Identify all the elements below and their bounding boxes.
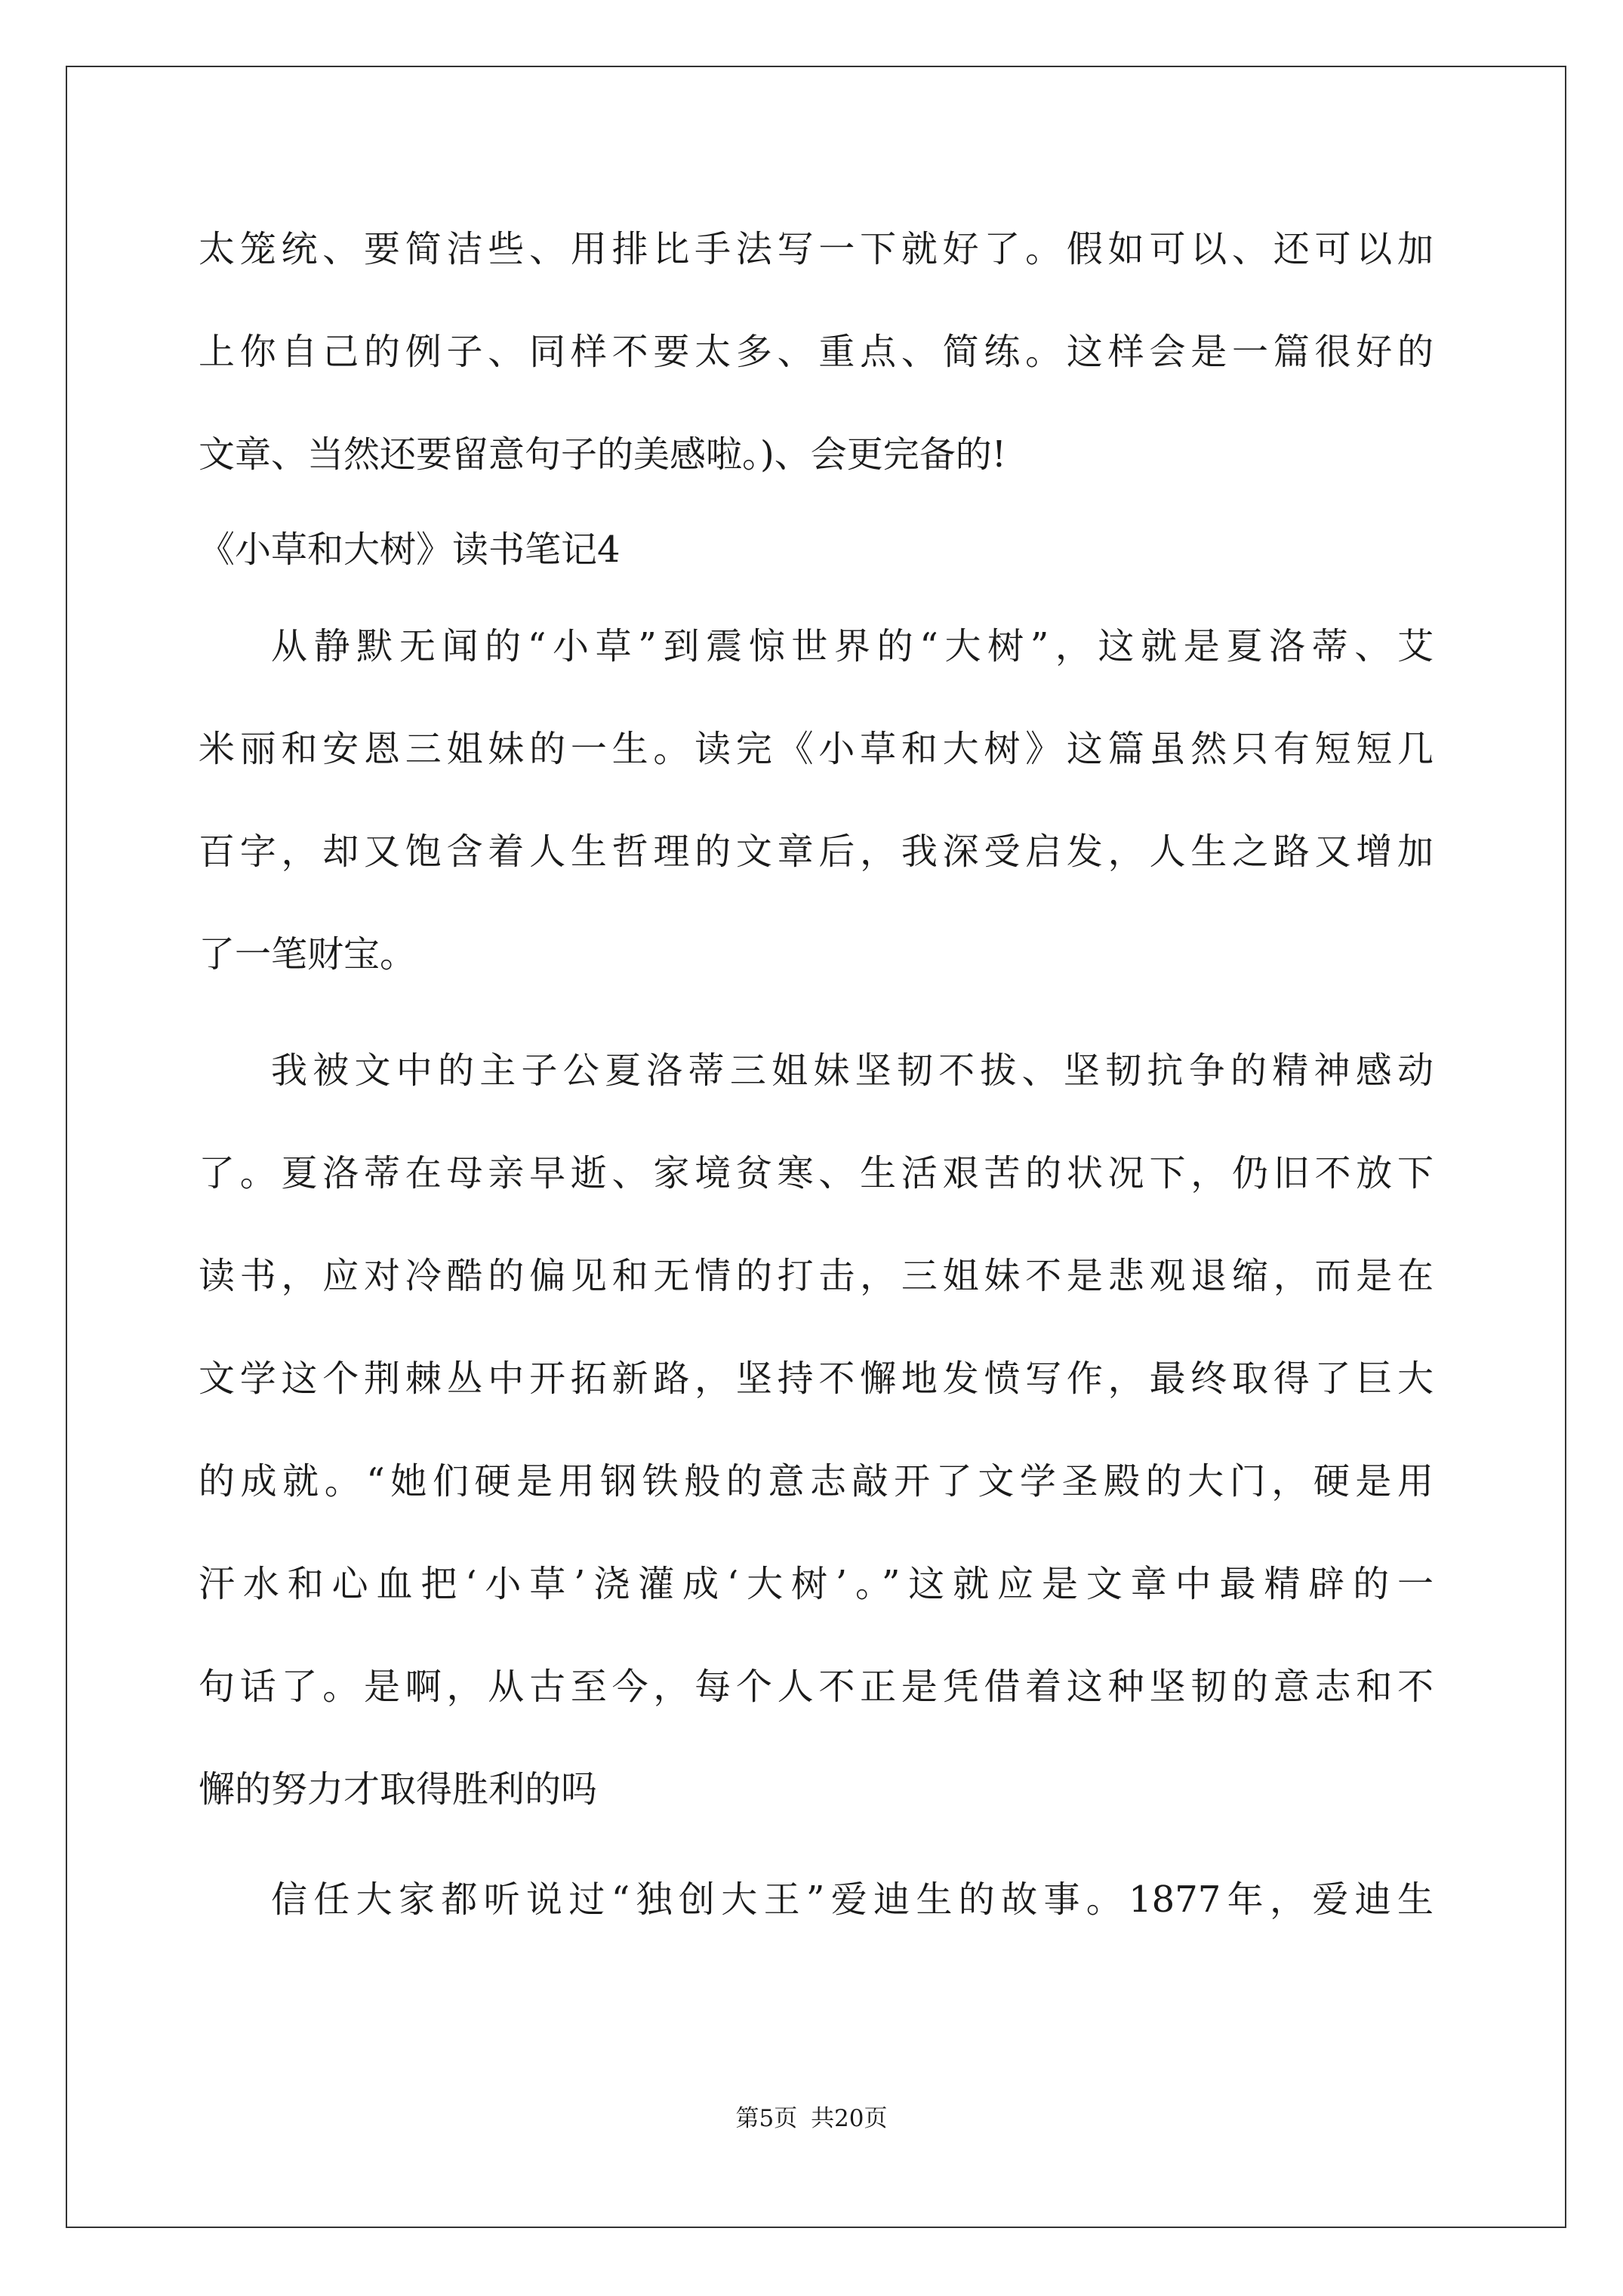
text-line: 信任大家都听说过“独创大王”爱迪生的故事。1877年，爱迪生 [271, 1878, 1434, 1921]
text-line: 百字，却又饱含着人生哲理的文章后，我深受启发，人生之路又增加 [199, 831, 1434, 873]
page-footer [0, 2103, 1623, 2134]
text-line: 文章、当然还要留意句子的美感啦。)、会更完备的! [199, 433, 1007, 476]
text-line: 了。夏洛蒂在母亲早逝、家境贫寒、生活艰苦的状况下，仍旧不放下 [199, 1152, 1434, 1194]
text-line: 文学这个荆棘丛中开拓新路，坚持不懈地发愤写作，最终取得了巨大 [199, 1358, 1434, 1400]
text-line: 我被文中的主子公夏洛蒂三姐妹坚韧不拔、坚韧抗争的精神感动 [271, 1049, 1434, 1092]
section-heading: 《小草和大树》读书笔记4 [199, 529, 621, 571]
text-line: 懈的努力才取得胜利的吗 [199, 1768, 598, 1811]
text-line: 汗水和心血把‘小草’浇灌成‘大树’。”这就应是文章中最精辟的一 [199, 1563, 1434, 1605]
page-total: 共20页 [811, 2105, 888, 2132]
text-line: 的成就。“她们硬是用钢铁般的意志敲开了文学圣殿的大门，硬是用 [199, 1460, 1434, 1502]
text-line: 了一笔财宝。 [199, 933, 417, 975]
text-line: 米丽和安恩三姐妹的一生。读完《小草和大树》这篇虽然只有短短几 [199, 728, 1434, 770]
text-line: 句话了。是啊，从古至今，每个人不正是凭借着这种坚韧的意志和不 [199, 1666, 1434, 1708]
text-line: 上你自己的例子、同样不要太多、重点、简练。这样会是一篇很好的 [199, 331, 1434, 373]
text-line: 读书，应对冷酷的偏见和无情的打击，三姐妹不是悲观退缩，而是在 [199, 1255, 1434, 1297]
page-number: 第5页 [735, 2105, 798, 2132]
text-line: 从静默无闻的“小草”到震惊世界的“大树”，这就是夏洛蒂、艾 [271, 625, 1434, 667]
text-line: 太笼统、要简洁些、用排比手法写一下就好了。假如可以、还可以加 [199, 228, 1434, 270]
